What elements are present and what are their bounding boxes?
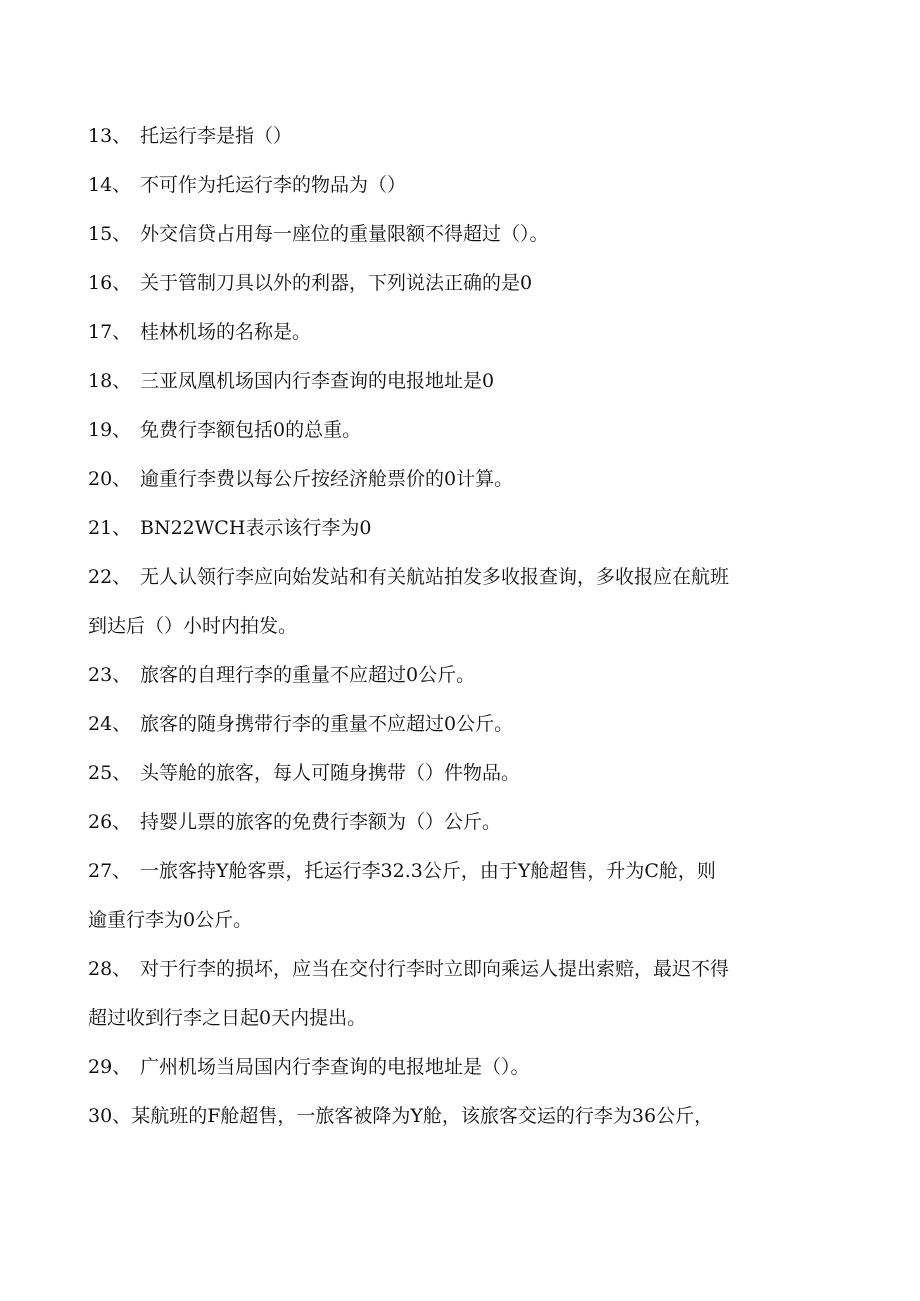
- question-22-continuation: [88, 602, 828, 651]
- question-number: 19、: [88, 419, 132, 441]
- question-text: 托运行李是指（）: [140, 125, 293, 147]
- question-text: BN22WCH表示该行李为0: [140, 517, 372, 539]
- question-number: 24、: [88, 713, 132, 735]
- question-15: [88, 210, 828, 259]
- question-29: [88, 1043, 828, 1092]
- question-22: [88, 553, 828, 602]
- question-17: [88, 308, 828, 357]
- question-19: [88, 406, 828, 455]
- question-24: [88, 700, 828, 749]
- question-text: 逾重行李费以每公斤按经济舱票价的0计算。: [140, 468, 514, 490]
- question-text: 三亚凤凰机场国内行李查询的电报地址是0: [140, 370, 495, 392]
- question-23: [88, 651, 828, 700]
- question-18: [88, 357, 828, 406]
- question-number: 16、: [88, 272, 132, 294]
- question-text-continuation: 逾重行李为0公斤。: [88, 909, 253, 931]
- question-number: 13、: [88, 125, 132, 147]
- question-text: 持婴儿票的旅客的免费行李额为（）公斤。: [140, 811, 502, 833]
- question-text: 头等舱的旅客，每人可随身携带（）件物品。: [140, 762, 521, 784]
- question-text: 广州机场当局国内行李查询的电报地址是（）。: [140, 1056, 530, 1078]
- question-26: [88, 798, 828, 847]
- question-13: [88, 112, 828, 161]
- question-25: [88, 749, 828, 798]
- question-number: 23、: [88, 664, 132, 686]
- question-text: 某航班的F舱超售，一旅客被降为Y舱，该旅客交运的行李为36公斤，: [131, 1105, 714, 1127]
- question-16: [88, 259, 828, 308]
- question-text: 桂林机场的名称是。: [140, 321, 312, 343]
- question-number: 27、: [88, 860, 132, 882]
- question-number: 21、: [88, 517, 132, 539]
- question-27: [88, 847, 828, 896]
- question-20: [88, 455, 828, 504]
- question-30: [88, 1092, 828, 1141]
- question-text: 对于行李的损坏，应当在交付行李时立即向乘运人提出索赔，最迟不得: [140, 958, 730, 980]
- question-text: 不可作为托运行李的物品为（）: [140, 174, 407, 196]
- question-number: 26、: [88, 811, 132, 833]
- question-number: 15、: [88, 223, 132, 245]
- question-number: 22、: [88, 566, 132, 588]
- question-text: 关于管制刀具以外的利器，下列说法正确的是0: [140, 272, 533, 294]
- question-text: 旅客的随身携带行李的重量不应超过0公斤。: [140, 713, 514, 735]
- question-number: 29、: [88, 1056, 132, 1078]
- question-number: 25、: [88, 762, 132, 784]
- question-number: 17、: [88, 321, 132, 343]
- question-number: 18、: [88, 370, 132, 392]
- question-text-continuation: 到达后（）小时内拍发。: [88, 615, 298, 637]
- question-number: 30、: [88, 1105, 132, 1127]
- question-21: [88, 504, 828, 553]
- question-27-continuation: [88, 896, 828, 945]
- question-14: [88, 161, 828, 210]
- question-text: 无人认领行李应向始发站和有关航站拍发多收报查询，多收报应在航班: [140, 566, 730, 588]
- question-text: 外交信贷占用每一座位的重量限额不得超过（）。: [140, 223, 549, 245]
- question-number: 14、: [88, 174, 132, 196]
- question-number: 20、: [88, 468, 132, 490]
- question-number: 28、: [88, 958, 132, 980]
- question-text-continuation: 超过收到行李之日起0天内提出。: [88, 1007, 367, 1029]
- question-28-continuation: [88, 994, 828, 1043]
- question-text: 免费行李额包括0的总重。: [140, 419, 362, 441]
- question-text: 一旅客持Y舱客票，托运行李32.3公斤，由于Y舱超售，升为C舱，则: [140, 860, 716, 882]
- document-page: [88, 112, 828, 1141]
- question-text: 旅客的自理行李的重量不应超过0公斤。: [140, 664, 476, 686]
- question-28: [88, 945, 828, 994]
